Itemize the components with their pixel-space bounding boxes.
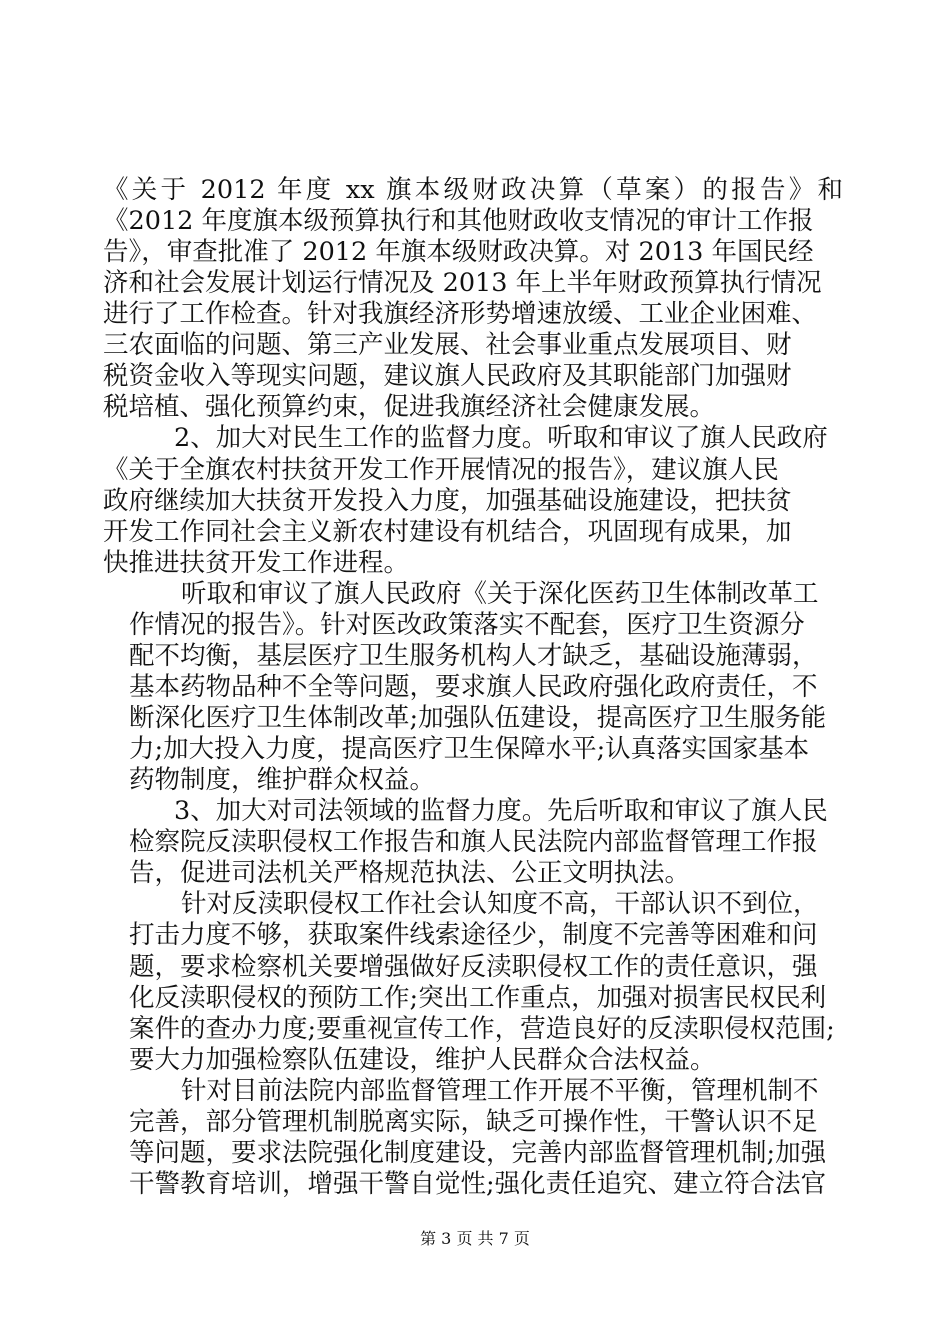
text-line-4: 济和社会发展计划运行情况及 2013 年上半年财政预算执行情况 [103,268,822,299]
text-line-6: 三农面临的问题、第三产业发展、社会事业重点发展项目、财 [103,330,792,361]
text-line-28: 案件的查办力度;要重视宣传工作，营造良好的反渎职侵权范围; [129,1013,835,1044]
text-line-32: 等问题，要求法院强化制度建设，完善内部监督管理机制;加强 [129,1137,827,1168]
text-line-11: 政府继续加大扶贫开发投入力度，加强基础设施建设，把扶贫 [103,485,792,516]
text-line-25: 打击力度不够，获取案件线索途径少，制度不完善等困难和问 [129,920,818,951]
text-line-18: 断深化医疗卫生体制改革;加强队伍建设，提高医疗卫生服务能 [129,703,827,734]
text-line-26: 题，要求检察机关要增强做好反渎职侵权工作的责任意识，强 [129,951,818,982]
text-line-29: 要大力加强检察队伍建设，维护人民群众合法权益。 [129,1044,716,1075]
text-line-23: 告，促进司法机关严格规范执法、公正文明执法。 [129,858,691,889]
text-line-12: 开发工作同社会主义新农村建设有机结合，巩固现有成果，加 [103,516,792,547]
text-line-16: 配不均衡，基层医疗卫生服务机构人才缺乏，基础设施薄弱， [129,640,818,671]
text-line-14: 听取和审议了旗人民政府《关于深化医药卫生体制改革工 [181,578,819,609]
text-line-10: 《关于全旗农村扶贫开发工作开展情况的报告》，建议旗人民 [103,454,779,485]
text-line-24: 针对反渎职侵权工作社会认知度不高，干部认识不到位， [181,889,819,920]
text-line-7: 税资金收入等现实问题，建议旗人民政府及其职能部门加强财 [103,361,792,392]
text-line-22: 检察院反渎职侵权工作报告和旗人民法院内部监督管理工作报 [129,827,818,858]
text-line-33: 干警教育培训，增强干警自觉性;强化责任追究、建立符合法官 [129,1168,827,1199]
text-line-20: 药物制度，维护群众权益。 [129,765,436,796]
text-line-19: 力;加大投入力度，提高医疗卫生保障水平;认真落实国家基本 [129,734,810,765]
text-line-8: 税培植、强化预算约束，促进我旗经济社会健康发展。 [103,392,716,423]
text-line-31: 完善，部分管理机制脱离实际，缺乏可操作性，干警认识不足 [129,1106,818,1137]
text-line-5: 进行了工作检查。针对我旗经济形势增速放缓、工业企业困难、 [103,299,818,330]
text-line-30: 针对目前法院内部监督管理工作开展不平衡，管理机制不 [181,1075,819,1106]
text-line-17: 基本药物品种不全等问题，要求旗人民政府强化政府责任，不 [129,671,818,702]
text-line-15: 作情况的报告》。针对医改政策落实不配套，医疗卫生资源分 [129,609,805,640]
text-line-2: 《2012 年度旗本级预算执行和其他财政收支情况的审计工作报 [103,206,814,237]
text-line-13: 快推进扶贫开发工作进程。 [103,547,410,578]
text-line-21: 3、加大对司法领域的监督力度。先后听取和审议了旗人民 [174,796,828,827]
text-line-27: 化反渎职侵权的预防工作;突出工作重点，加强对损害民权民利 [129,982,827,1013]
text-line-9: 2、加大对民生工作的监督力度。听取和审议了旗人民政府 [174,423,828,454]
page-number-footer: 第 3 页 共 7 页 [420,1229,530,1248]
text-line-1: 《关于 2012 年度 xx 旗本级财政决算（草案）的报告》和 [103,175,843,205]
text-line-3: 告》，审查批准了 2012 年旗本级财政决算。对 2013 年国民经 [103,237,814,268]
